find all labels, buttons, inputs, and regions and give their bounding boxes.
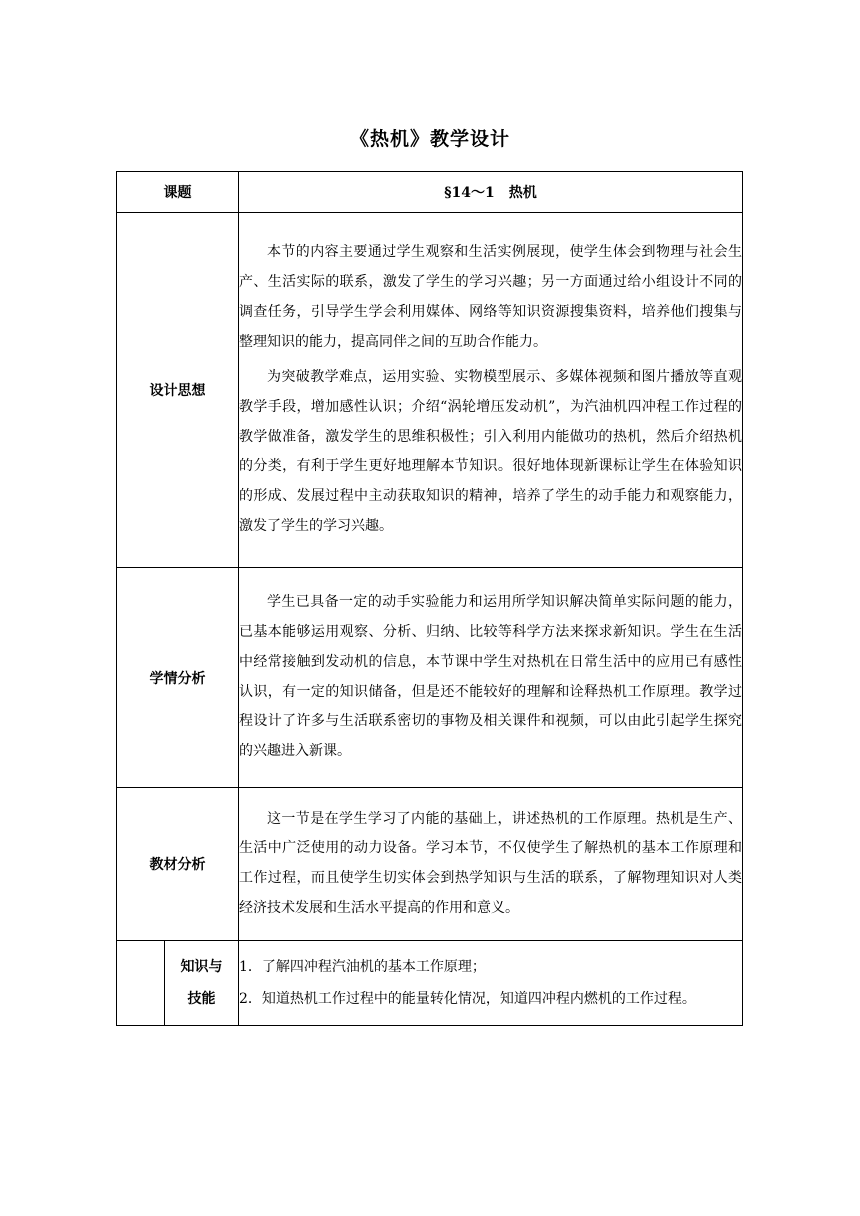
table-row-header <box>117 172 743 213</box>
lesson-design-table <box>116 171 743 1026</box>
design-idea-paragraph-1: 本节的内容主要通过学生观察和生活实例展现，使学生体会到物理与社会生产、生活实际的联系，激发了学生的学习兴趣；另一方面通过给小组设计不同的调查任务，引导学生学会利用媒体、网络等知识资源搜集资料，培养他们搜集与整理知识的能力，提高同伴之间的互助合作能力。 <box>239 244 742 350</box>
goals-blank-cell <box>117 941 165 1026</box>
student-analysis-content <box>239 568 743 788</box>
knowledge-skills-label <box>165 941 239 1026</box>
knowledge-skills-label-line-1: 知识与 <box>180 959 223 975</box>
design-idea-content <box>239 213 743 568</box>
design-idea-label: 设计思想 <box>117 213 239 568</box>
goal-item-1: 1．了解四冲程汽油机的基本工作原理； <box>239 959 486 975</box>
textbook-analysis-content <box>239 788 743 941</box>
design-idea-paragraph-2: 为突破教学难点，运用实验、实物模型展示、多媒体视频和图片播放等直观教学手段，增加感性认识；介绍“涡轮增压发动机”，为汽油机四冲程工作过程的教学做准备，激发学生的思维积极性；引入利用内能做功的热机，然后介绍热机的分类，有利于学生更好地理解本节知识。很好地体现新课标让学生在体验知识的形成、发展过程中主动获取知识的精神，培养了学生的动手能力和观察能力，激发了学生的学习兴趣。 <box>239 369 742 534</box>
document-title: 《热机》教学设计 <box>349 128 510 150</box>
table-row-goals <box>117 941 743 1026</box>
student-analysis-label: 学情分析 <box>117 568 239 788</box>
knowledge-skills-label-line-2: 技能 <box>187 991 216 1007</box>
topic-label: 课题 <box>117 172 239 213</box>
topic-value: §14～1 热机 <box>239 172 743 213</box>
table-row-textbook-analysis <box>117 788 743 941</box>
table-row-student-analysis <box>117 568 743 788</box>
student-analysis-paragraph: 学生已具备一定的动手实验能力和运用所学知识解决简单实际问题的能力，已基本能够运用观察、分析、归纳、比较等科学方法来探求新知识。学生在生活中经常接触到发动机的信息，本节课中学生对热机在日常生活中的应用已有感性认识，有一定的知识储备，但是还不能较好的理解和诠释热机工作原理。教学过程设计了许多与生活联系密切的事物及相关课件和视频，可以由此引起学生探究的兴趣进入新课。 <box>239 594 742 759</box>
knowledge-skills-content <box>239 941 743 1026</box>
textbook-analysis-paragraph: 这一节是在学生学习了内能的基础上，讲述热机的工作原理。热机是生产、生活中广泛使用的动力设备。学习本节，不仅使学生了解热机的基本工作原理和工作过程，而且使学生切实体会到热学知识与生活的联系，了解物理知识对人类经济技术发展和生活水平提高的作用和意义。 <box>239 810 742 916</box>
textbook-analysis-label: 教材分析 <box>117 788 239 941</box>
goal-item-2: 2．知道热机工作过程中的能量转化情况，知道四冲程内燃机的工作过程。 <box>239 991 696 1007</box>
table-row-design-idea <box>117 213 743 568</box>
